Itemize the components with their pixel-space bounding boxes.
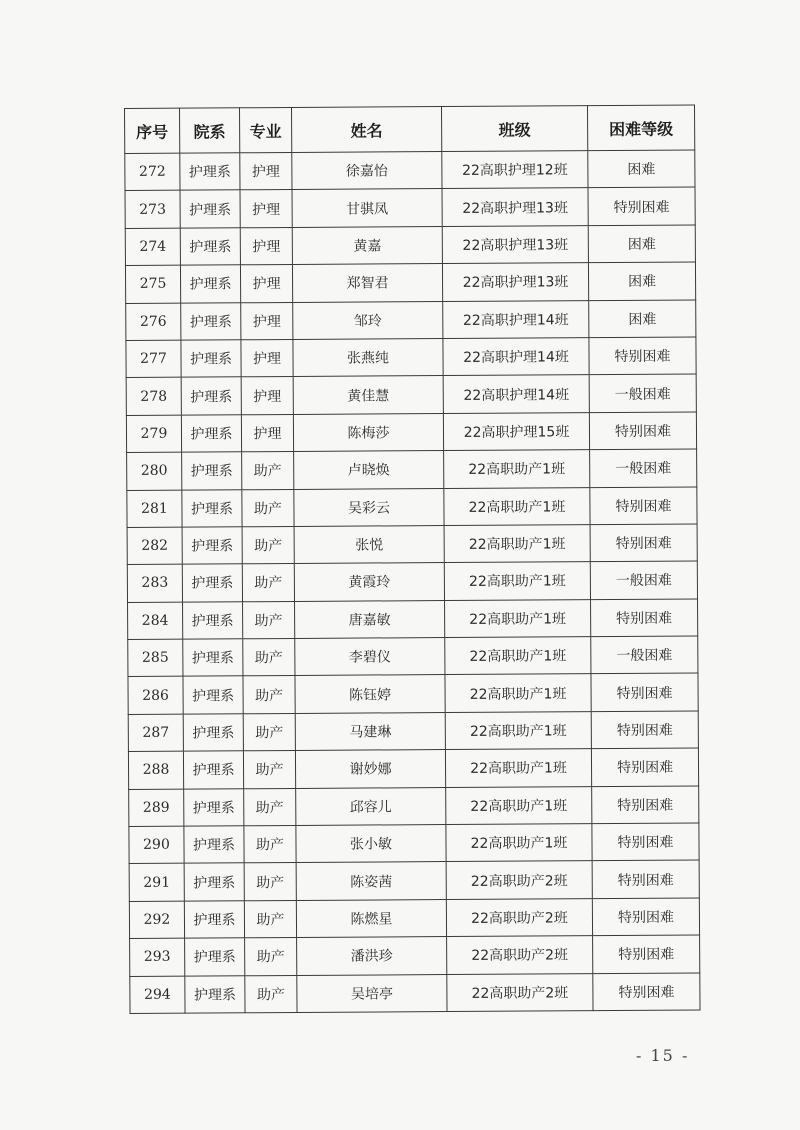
table-row (125, 150, 695, 191)
cell-serial-number: 282 (127, 527, 182, 565)
cell-serial-number: 293 (130, 938, 185, 976)
header-hardship-level: 困难等级 (587, 105, 694, 151)
cell-major: 助产 (244, 788, 296, 826)
cell-name: 黄佳慧 (293, 376, 443, 414)
table-row (127, 524, 697, 565)
cell-name: 张悦 (294, 525, 444, 563)
cell-major: 护理 (240, 265, 292, 303)
cell-department: 护理系 (184, 901, 244, 939)
cell-hardship-level: 特别困难 (591, 673, 698, 711)
cell-serial-number: 278 (126, 377, 181, 415)
cell-name: 黄霞玲 (294, 563, 444, 601)
cell-hardship-level: 一般困难 (589, 374, 696, 412)
table-row (129, 786, 699, 827)
table-row (128, 711, 698, 752)
cell-class: 22高职助产2班 (446, 898, 592, 936)
cell-department: 护理系 (185, 938, 245, 976)
cell-class: 22高职护理14班 (443, 300, 589, 338)
cell-serial-number: 288 (128, 751, 183, 789)
cell-department: 护理系 (182, 564, 242, 602)
cell-serial-number: 285 (128, 639, 183, 677)
table-header-row (125, 105, 695, 153)
cell-name: 李碧仪 (295, 638, 445, 676)
cell-class: 22高职助产1班 (445, 637, 591, 675)
cell-name: 卢晓焕 (294, 451, 444, 489)
cell-major: 助产 (243, 751, 295, 789)
cell-department: 护理系 (180, 228, 240, 266)
cell-name: 郑智君 (292, 264, 442, 302)
table-row (126, 412, 696, 453)
cell-name: 谢妙娜 (295, 750, 445, 788)
table-row (130, 973, 700, 1014)
cell-major: 助产 (244, 825, 296, 863)
cell-department: 护理系 (180, 153, 240, 191)
cell-class: 22高职助产1班 (444, 487, 590, 525)
cell-hardship-level: 特别困难 (591, 748, 698, 786)
cell-name: 徐嘉怡 (292, 152, 442, 190)
table-row (125, 225, 695, 266)
cell-department: 护理系 (184, 863, 244, 901)
cell-serial-number: 274 (125, 228, 180, 266)
cell-class: 22高职助产1班 (445, 749, 591, 787)
cell-department: 护理系 (181, 415, 241, 453)
table-row (126, 300, 696, 341)
cell-name: 唐嘉敏 (295, 600, 445, 638)
cell-serial-number: 273 (125, 191, 180, 229)
cell-name: 张燕纯 (293, 339, 443, 377)
table-row (130, 935, 700, 976)
cell-class: 22高职护理13班 (442, 263, 588, 301)
cell-name: 陈梅莎 (293, 413, 443, 451)
table-row (128, 748, 698, 789)
cell-serial-number: 290 (129, 826, 184, 864)
cell-serial-number: 284 (128, 602, 183, 640)
cell-hardship-level: 特别困难 (591, 711, 698, 749)
cell-department: 护理系 (180, 265, 240, 303)
table-row (129, 860, 699, 901)
cell-major: 助产 (242, 526, 294, 564)
cell-class: 22高职护理13班 (442, 188, 588, 226)
cell-class: 22高职护理14班 (443, 375, 589, 413)
cell-major: 助产 (242, 452, 294, 490)
cell-class: 22高职护理14班 (443, 338, 589, 376)
cell-class: 22高职护理15班 (443, 412, 589, 450)
table-row (125, 187, 695, 228)
table-row (127, 449, 697, 490)
table-row (125, 262, 695, 303)
cell-class: 22高职助产1班 (446, 786, 592, 824)
cell-major: 护理 (240, 227, 292, 265)
cell-department: 护理系 (184, 826, 244, 864)
header-name: 姓名 (291, 107, 441, 153)
cell-name: 陈钰婷 (295, 675, 445, 713)
cell-major: 护理 (241, 339, 293, 377)
table-row (126, 374, 696, 415)
cell-major: 助产 (243, 676, 295, 714)
table-body (125, 150, 700, 1013)
cell-hardship-level: 一般困难 (590, 561, 697, 599)
cell-hardship-level: 一般困难 (590, 449, 697, 487)
cell-name: 吴彩云 (294, 488, 444, 526)
table-row (128, 599, 698, 640)
cell-department: 护理系 (183, 676, 243, 714)
page-number: - 15 - (636, 1046, 690, 1065)
cell-department: 护理系 (181, 302, 241, 340)
cell-name: 陈燃星 (296, 899, 446, 937)
cell-name: 潘洪珍 (297, 937, 447, 975)
cell-department: 护理系 (183, 639, 243, 677)
cell-major: 助产 (243, 601, 295, 639)
cell-department: 护理系 (183, 714, 243, 752)
cell-hardship-level: 特别困难 (591, 599, 698, 637)
cell-serial-number: 287 (128, 714, 183, 752)
header-class: 班级 (441, 106, 587, 152)
header-serial-number: 序号 (125, 108, 180, 153)
cell-department: 护理系 (182, 527, 242, 565)
cell-major: 助产 (244, 863, 296, 901)
cell-class: 22高职助产1班 (444, 562, 590, 600)
cell-serial-number: 283 (127, 564, 182, 602)
cell-serial-number: 280 (127, 452, 182, 490)
cell-department: 护理系 (183, 601, 243, 639)
cell-name: 黄嘉 (292, 226, 442, 264)
table-row (129, 823, 699, 864)
cell-hardship-level: 一般困难 (591, 636, 698, 674)
cell-serial-number: 276 (126, 303, 181, 341)
cell-serial-number: 275 (125, 265, 180, 303)
cell-major: 护理 (240, 190, 292, 228)
cell-major: 助产 (242, 489, 294, 527)
cell-major: 助产 (245, 938, 297, 976)
table-row (128, 636, 698, 677)
cell-serial-number: 281 (127, 490, 182, 528)
cell-class: 22高职护理12班 (442, 151, 588, 189)
cell-hardship-level: 特别困难 (589, 337, 696, 375)
cell-serial-number: 279 (126, 415, 181, 453)
cell-class: 22高职助产1班 (446, 824, 592, 862)
cell-name: 马建琳 (295, 712, 445, 750)
cell-class: 22高职助产1班 (444, 525, 590, 563)
cell-serial-number: 289 (129, 789, 184, 827)
cell-name: 甘骐凤 (292, 189, 442, 227)
cell-name: 吴培亭 (297, 974, 447, 1012)
cell-hardship-level: 困难 (589, 300, 696, 338)
cell-name: 邹玲 (293, 301, 443, 339)
cell-class: 22高职助产1班 (445, 674, 591, 712)
student-roster-table (124, 105, 701, 1014)
cell-department: 护理系 (182, 452, 242, 490)
cell-serial-number: 277 (126, 340, 181, 378)
cell-name: 张小敏 (296, 825, 446, 863)
cell-major: 护理 (240, 152, 292, 190)
cell-major: 助产 (244, 900, 296, 938)
cell-department: 护理系 (181, 377, 241, 415)
cell-department: 护理系 (180, 190, 240, 228)
cell-hardship-level: 困难 (588, 262, 695, 300)
cell-hardship-level: 特别困难 (592, 898, 699, 936)
cell-major: 助产 (243, 713, 295, 751)
cell-class: 22高职护理13班 (442, 225, 588, 263)
cell-hardship-level: 特别困难 (593, 973, 700, 1011)
cell-hardship-level: 特别困难 (590, 487, 697, 525)
cell-department: 护理系 (182, 489, 242, 527)
cell-serial-number: 294 (130, 976, 185, 1014)
table-row (126, 337, 696, 378)
cell-serial-number: 292 (129, 901, 184, 939)
cell-department: 护理系 (185, 975, 245, 1013)
cell-class: 22高职助产1班 (445, 599, 591, 637)
table-row (127, 561, 697, 602)
cell-major: 助产 (243, 639, 295, 677)
cell-hardship-level: 特别困难 (592, 786, 699, 824)
cell-serial-number: 286 (128, 677, 183, 715)
header-major: 专业 (240, 107, 292, 152)
header-department: 院系 (180, 108, 240, 153)
table-row (127, 487, 697, 528)
cell-major: 助产 (242, 564, 294, 602)
cell-serial-number: 291 (129, 864, 184, 902)
cell-hardship-level: 特别困难 (590, 524, 697, 562)
cell-class: 22高职助产1班 (445, 712, 591, 750)
cell-hardship-level: 特别困难 (592, 823, 699, 861)
cell-class: 22高职助产2班 (447, 936, 593, 974)
cell-hardship-level: 特别困难 (593, 935, 700, 973)
cell-serial-number: 272 (125, 153, 180, 191)
cell-major: 护理 (241, 414, 293, 452)
cell-hardship-level: 特别困难 (592, 860, 699, 898)
cell-major: 护理 (241, 302, 293, 340)
table-row (129, 898, 699, 939)
cell-class: 22高职助产2班 (447, 973, 593, 1011)
cell-class: 22高职助产2班 (446, 861, 592, 899)
cell-major: 护理 (241, 377, 293, 415)
cell-hardship-level: 困难 (588, 225, 695, 263)
cell-major: 助产 (245, 975, 297, 1013)
cell-department: 护理系 (184, 788, 244, 826)
cell-name: 陈姿茜 (296, 862, 446, 900)
cell-hardship-level: 特别困难 (589, 412, 696, 450)
cell-department: 护理系 (183, 751, 243, 789)
cell-hardship-level: 特别困难 (588, 187, 695, 225)
table-row (128, 673, 698, 714)
cell-hardship-level: 困难 (588, 150, 695, 188)
cell-name: 邱容儿 (296, 787, 446, 825)
cell-class: 22高职助产1班 (444, 450, 590, 488)
cell-department: 护理系 (181, 340, 241, 378)
